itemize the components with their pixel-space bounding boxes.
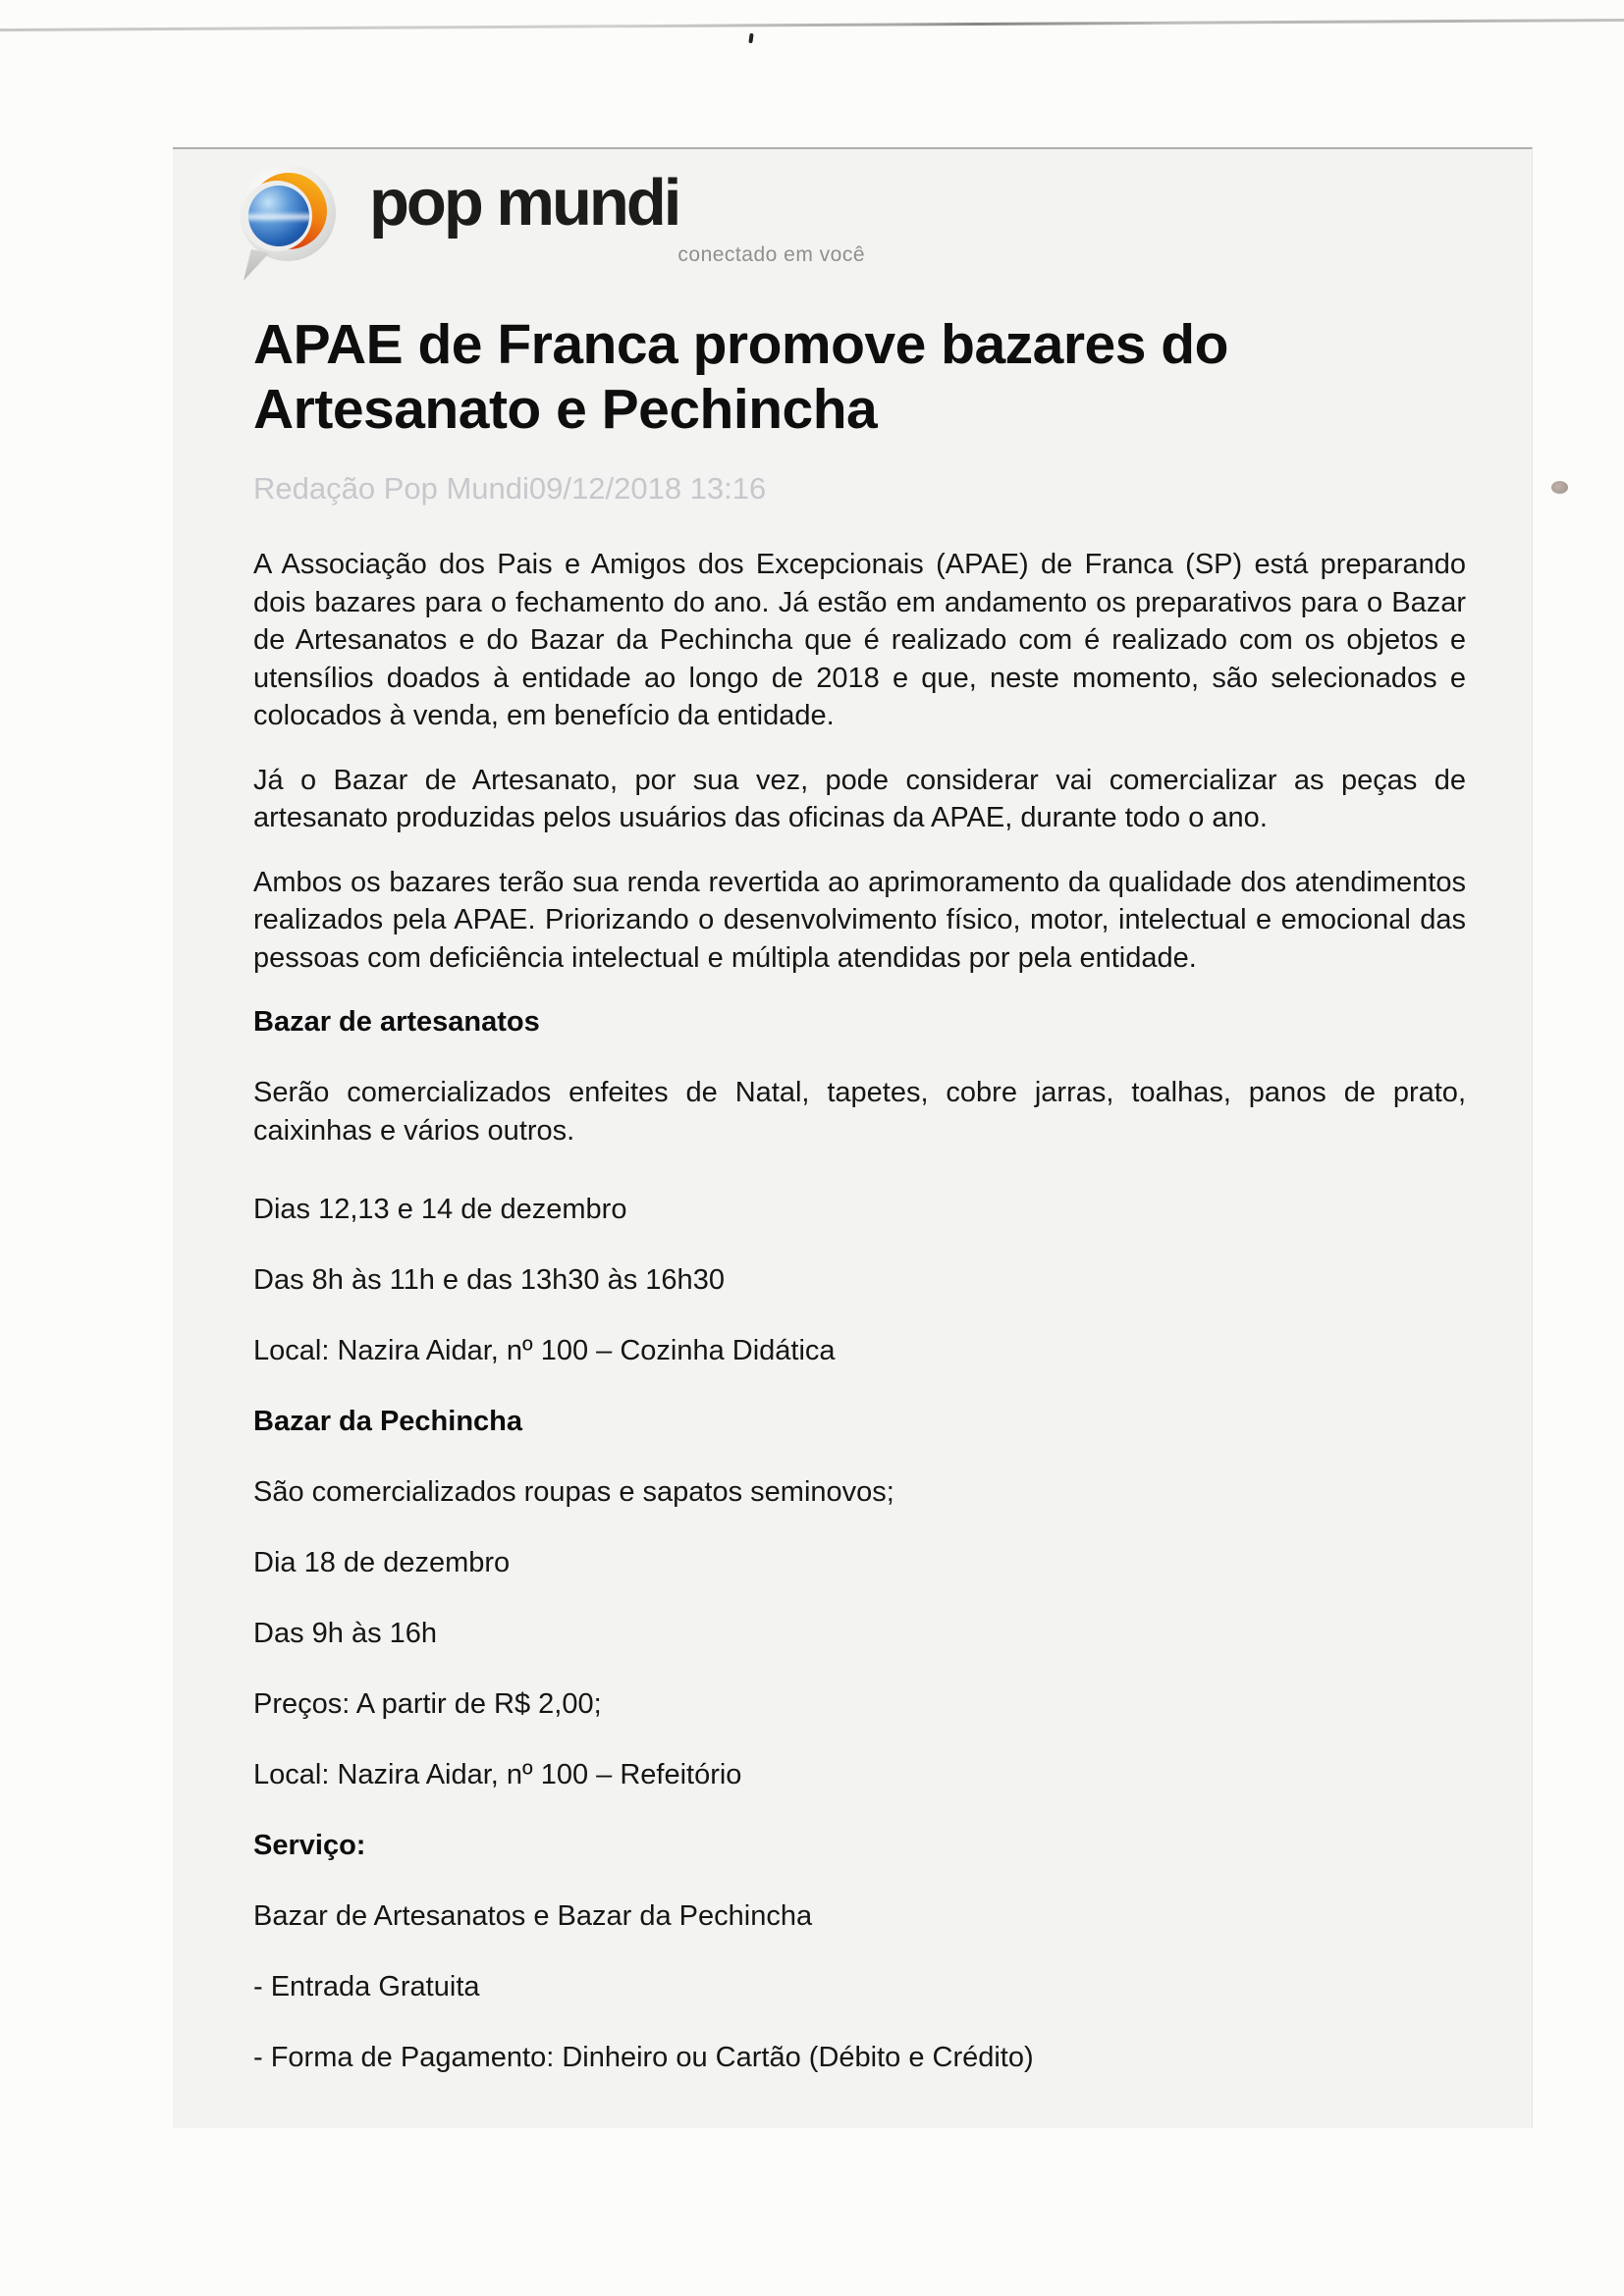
info-line: Local: Nazira Aidar, nº 100 – Refeitório	[253, 1759, 742, 1790]
article-sheet	[173, 147, 1533, 2128]
info-line: Das 8h às 11h e das 13h30 às 16h30	[253, 1264, 725, 1296]
scan-edge-line	[0, 19, 1624, 31]
info-line: - Entrada Gratuita	[253, 1971, 480, 2002]
scan-dot-artifact	[1551, 481, 1568, 494]
info-line: - Forma de Pagamento: Dinheiro ou Cartão (Débito e Crédito)	[253, 2042, 1034, 2073]
info-line: Das 9h às 16h	[253, 1618, 438, 1649]
article-paragraph: Serão comercializados enfeites de Natal, tapetes, cobre jarras, toalhas, panos de prato, caixinhas e vários outros.	[253, 1077, 1466, 1147]
info-line: São comercializados roupas e sapatos seminovos;	[253, 1476, 894, 1508]
speech-bubble-icon	[240, 165, 336, 261]
logo-tagline: conectado em você	[677, 243, 865, 266]
section-heading: Serviço:	[253, 1830, 366, 1861]
section-heading: Bazar da Pechincha	[253, 1406, 522, 1437]
scan-speck	[748, 33, 753, 43]
info-line: Preços: A partir de R$ 2,00;	[253, 1688, 602, 1720]
article-byline: Redação Pop Mundi09/12/2018 13:16	[253, 471, 767, 506]
article-paragraph: Já o Bazar de Artesanato, por sua vez, pode considerar vai comercializar as peças de artesanato produzidas pelos usuários das oficinas da APAE, durante todo o ano.	[253, 764, 1466, 833]
info-line: Bazar de Artesanatos e Bazar da Pechincha	[253, 1900, 813, 1932]
logo-wordmark: pop mundi	[369, 166, 679, 240]
article-paragraph: Ambos os bazares terão sua renda revertida ao aprimoramento da qualidade dos atendimentos realizados pela APAE. Priorizando o desenvolvimento físico, motor, intelectual e emocional das pessoas com deficiência intelectual e múltipla atendidas por pela entidade.	[253, 866, 1466, 974]
info-line: Dias 12,13 e 14 de dezembro	[253, 1194, 627, 1225]
article-paragraph: A Associação dos Pais e Amigos dos Excepcionais (APAE) de Franca (SP) está preparando dois bazares para o fechamento do ano. Já estão em andamento os preparativos para o Bazar de Artesanatos e do Bazar da Pechincha que é realizado com é realizado com os objetos e utensílios doados à entidade ao longo de 2018 e que, neste momento, são selecionados e colocados à venda, em benefício da entidade.	[253, 549, 1466, 731]
globe-icon	[248, 186, 309, 246]
site-logo	[253, 163, 1466, 277]
section-heading: Bazar de artesanatos	[253, 1006, 540, 1038]
info-line: Local: Nazira Aidar, nº 100 – Cozinha Didática	[253, 1335, 836, 1366]
article-title: APAE de Franca promove bazares do Artesanato e Pechincha	[253, 313, 1228, 441]
article-body	[253, 546, 1466, 2076]
info-line: Dia 18 de dezembro	[253, 1547, 511, 1578]
